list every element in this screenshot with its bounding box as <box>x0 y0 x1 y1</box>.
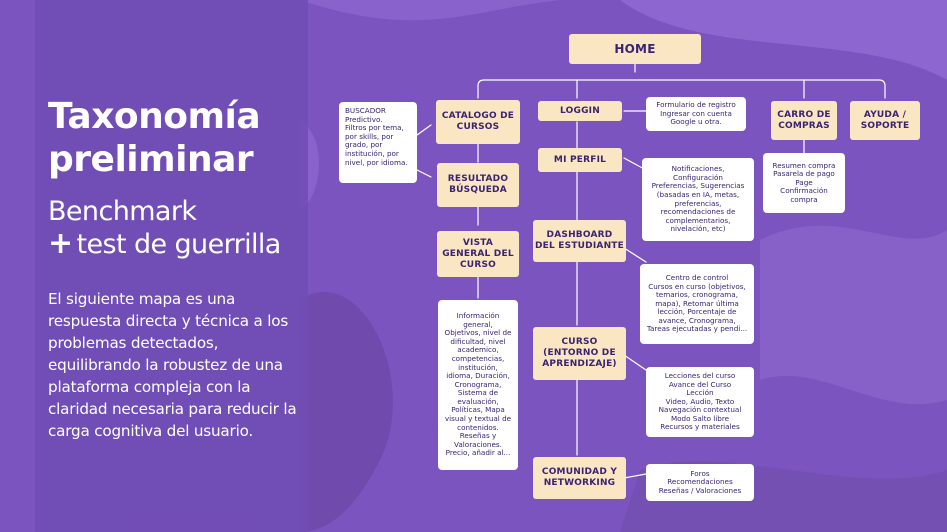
note-comunidad-line: Foros <box>690 468 710 478</box>
note-carro-line: Pasarela de pago <box>773 169 835 179</box>
note-dashboard-line: Tareas ejecutadas y pendi... <box>646 324 748 334</box>
note-loggin-line: Formulario de registro <box>656 100 736 110</box>
note-vista-line: dificultad, nivel <box>450 336 506 346</box>
note-vista-line: Cronograma, <box>454 379 502 389</box>
note-vista-line: Sistema de <box>457 388 499 398</box>
node-mi-perfil: MI PERFIL <box>538 148 622 172</box>
note-loggin-line: Ingresar con cuenta <box>660 108 732 118</box>
note-perfil-line: complementarios, <box>665 215 731 225</box>
note-perfil-line: Notificaciones, <box>671 164 725 174</box>
note-perfil-line: recomendaciones de <box>660 207 736 217</box>
note-vista-line: visual y textual de <box>444 414 512 424</box>
note-curso-line: Navegación contextual <box>658 405 742 415</box>
note-carro-line: compra <box>790 194 818 204</box>
node-vista-general: VISTA GENERAL DEL CURSO <box>437 231 519 277</box>
note-buscador-line: BUSCADOR <box>345 106 386 115</box>
node-resultado: RESULTADO BÚSQUEDA <box>437 163 519 207</box>
note-perfil-line: (basadas en IA, metas, <box>656 189 740 199</box>
note-vista-line: Precio, añadir al... <box>445 448 511 458</box>
node-comunidad: COMUNIDAD Y NETWORKING <box>533 457 626 499</box>
note-vista-line: evaluación, <box>457 396 499 406</box>
note-vista-line: Reseñas y <box>459 431 497 441</box>
note-buscador-line: por skills, por <box>345 131 394 141</box>
note-vista-line: institución, <box>458 362 498 372</box>
note-vista-line: Objetivos, nivel de <box>444 328 512 338</box>
note-perfil-line: Configuración <box>673 172 723 182</box>
plus-icon: + <box>48 226 73 261</box>
note-dashboard <box>640 264 754 344</box>
node-carro: CARRO DE COMPRAS <box>771 101 837 140</box>
note-comunidad-line: Recomendaciones <box>667 477 733 487</box>
note-curso <box>646 367 754 437</box>
note-vista-line: contenidos. <box>457 422 499 432</box>
subtitle-line-2: test de guerrilla <box>76 229 281 260</box>
note-buscador-line: Predictivo. <box>345 114 383 124</box>
note-buscador <box>339 102 417 183</box>
note-perfil-line: preferencias, <box>674 198 722 208</box>
note-buscador-line: grado, por <box>345 140 383 150</box>
note-carro-line: Resumen compra <box>772 160 836 170</box>
note-carro-line: Confirmación <box>780 186 828 196</box>
note-vista-line: Políticas, Mapa <box>451 405 505 415</box>
node-dashboard: DASHBOARD DEL ESTUDIANTE <box>533 220 626 262</box>
note-comunidad-line: Reseñas / Valoraciones <box>658 485 742 495</box>
note-comunidad <box>646 464 754 501</box>
node-curso: CURSO (ENTORNO DE APRENDIZAJE) <box>533 327 626 380</box>
note-dashboard-line: avance, Cronograma, <box>658 315 736 325</box>
note-vista-line: Información <box>456 310 500 320</box>
note-loggin <box>646 97 746 131</box>
node-home: HOME <box>569 34 701 64</box>
note-carro-line: Page <box>795 177 813 187</box>
note-dashboard-line: temarios, cronograma, <box>655 290 738 300</box>
note-buscador-line: nivel, por idioma. <box>345 157 408 167</box>
note-perfil-line: nivelación, etc) <box>670 224 726 234</box>
note-vista-line: Valoraciones. <box>454 439 502 449</box>
note-buscador-line: institución, por <box>345 148 399 158</box>
note-curso-line: Avance del Curso <box>668 379 732 389</box>
node-ayuda: AYUDA / SOPORTE <box>850 101 920 140</box>
note-loggin-line: Google u otra. <box>670 117 722 127</box>
note-curso-line: Lecciones del curso <box>664 370 736 380</box>
note-vista-line: idioma, Duración, <box>446 371 510 381</box>
node-catalogo: CATALOGO DE CURSOS <box>436 100 520 144</box>
note-carro <box>763 153 845 213</box>
note-curso-line: Modo Salto libre <box>670 413 730 423</box>
note-vista-line: competencias, <box>451 353 505 363</box>
note-curso-line: Lección <box>686 388 714 398</box>
note-vista-line: general, <box>463 319 493 329</box>
note-buscador-line: Filtros por tema, <box>345 123 404 133</box>
note-vista <box>438 300 518 470</box>
note-perfil <box>642 158 754 241</box>
note-perfil-line: Preferencias, Sugerencias <box>651 181 745 191</box>
note-dashboard-line: mapa), Retomar última <box>655 298 739 308</box>
note-dashboard-line: Centro de control <box>665 272 729 282</box>
note-curso-line: Recursos y materiales <box>660 422 740 432</box>
subtitle-line-1: Benchmark <box>48 196 197 227</box>
note-dashboard-line: Cursos en curso (objetivos, <box>648 281 746 291</box>
note-curso-line: Video, Audio, Texto <box>665 396 735 406</box>
note-vista-line: academico, <box>457 345 499 355</box>
note-dashboard-line: lección, Porcentaje de <box>657 307 737 317</box>
title-line-2: preliminar <box>48 139 254 180</box>
node-loggin: LOGGIN <box>538 101 622 121</box>
title-line-1: Taxonomía <box>48 96 261 137</box>
slide-description: El siguiente mapa es una respuesta directa y técnica a los problemas detectados, equilibrando la robustez de una plataforma compleja con la claridad necesaria para reducir la carga cognitiva del usuario. <box>48 290 297 440</box>
